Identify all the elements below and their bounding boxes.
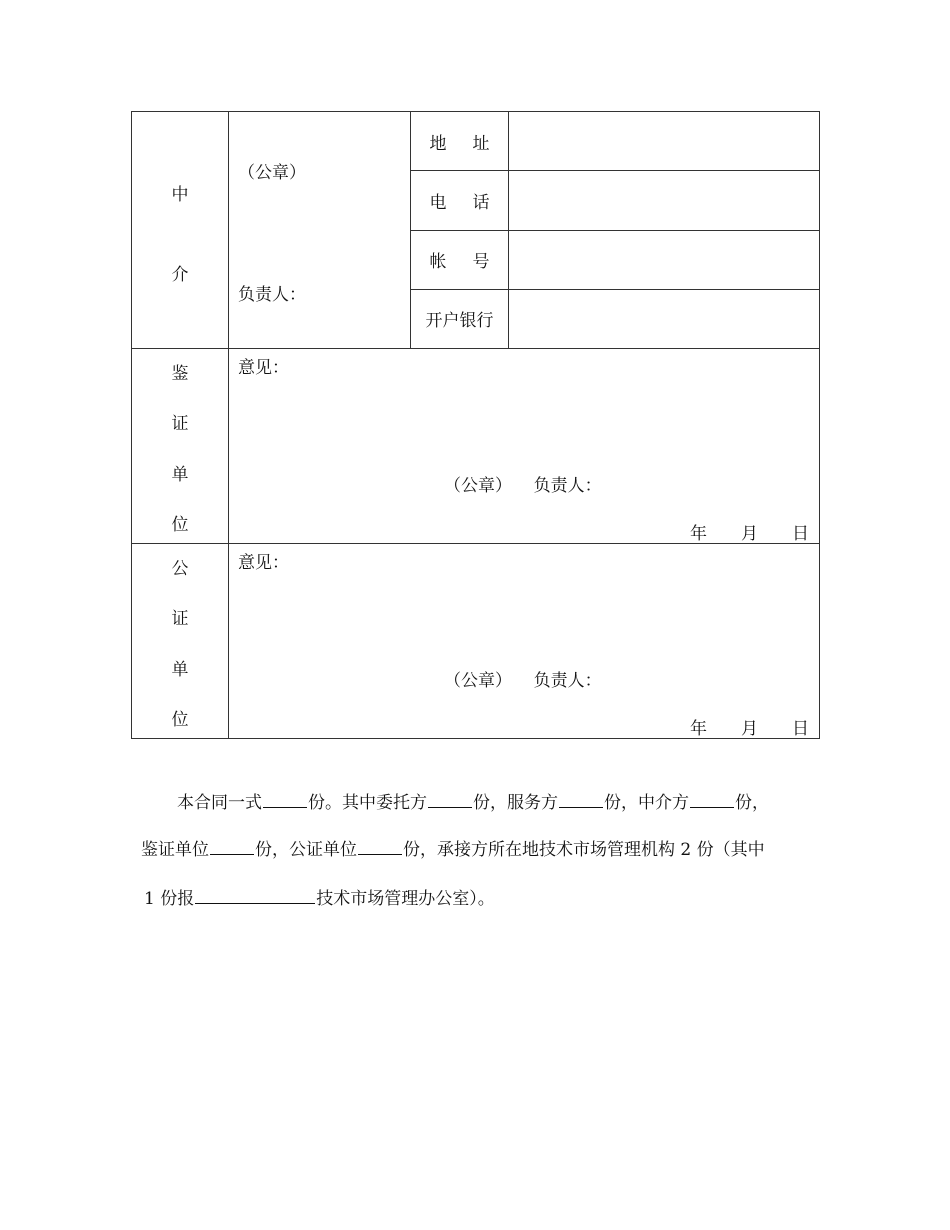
verify-seal-text: （公章） — [444, 476, 512, 496]
bank-label: 开户银行 — [411, 289, 509, 348]
agent-person-in-charge: 负责人： — [238, 285, 306, 305]
verify-opinion-label: 意见： — [238, 358, 289, 378]
address-value[interactable] — [509, 112, 820, 171]
phone-label: 电 话 — [411, 171, 509, 230]
notary-seal-text: （公章） — [444, 671, 512, 691]
blank-agent-copies[interactable] — [690, 791, 734, 808]
notary-opinion-label: 意见： — [238, 553, 289, 573]
agent-seal-text: （公章） — [238, 163, 306, 183]
verify-date: 年 月 日 — [690, 524, 809, 544]
agent-label-cell — [132, 112, 229, 349]
agent-label-char-2: 介 — [171, 264, 189, 285]
blank-report-office[interactable] — [195, 887, 315, 904]
blank-total-copies[interactable] — [263, 791, 307, 808]
verify-label-char-2: 证 — [171, 414, 189, 435]
bank-value[interactable] — [509, 289, 820, 348]
copies-paragraph-line-3: 1 份报 技术市场管理办公室）。 — [144, 889, 495, 909]
verify-person-text: 负责人： — [533, 476, 602, 496]
notary-date: 年 月 日 — [690, 719, 809, 739]
notary-label-char-3: 单 — [171, 659, 189, 680]
notary-label-cell — [132, 544, 229, 739]
account-label: 帐 号 — [411, 230, 509, 289]
agent-label-char-1: 中 — [171, 184, 189, 205]
verify-label-char-3: 单 — [171, 464, 189, 485]
verify-label-char-1: 鉴 — [171, 364, 189, 384]
contract-signature-table — [131, 111, 820, 739]
verify-label-cell — [132, 349, 229, 544]
blank-service-copies[interactable] — [559, 791, 603, 808]
blank-notary-copies[interactable] — [358, 838, 402, 855]
address-label: 地 址 — [411, 112, 509, 171]
verify-opinion-cell[interactable] — [229, 349, 820, 544]
agent-seal-cell — [229, 112, 411, 349]
copies-paragraph-line-2: 鉴证单位 份，公证单位 份，承接方所在地技术市场管理机构 2 份（其中 — [141, 840, 765, 860]
verify-label-char-4: 位 — [171, 514, 189, 535]
phone-value[interactable] — [509, 171, 820, 230]
blank-verify-copies[interactable] — [210, 838, 254, 855]
notary-opinion-cell[interactable] — [229, 544, 820, 739]
notary-seal-sign — [444, 666, 602, 691]
account-value[interactable] — [509, 230, 820, 289]
notary-label-char-2: 证 — [171, 609, 189, 630]
blank-client-copies[interactable] — [428, 791, 472, 808]
notary-person-text: 负责人： — [533, 671, 602, 691]
notary-label-char-4: 位 — [171, 709, 189, 730]
copies-paragraph-line-1: 本合同一式 份。其中委托方 份，服务方 份，中介方 份， — [177, 793, 769, 813]
verify-seal-sign — [444, 471, 602, 496]
notary-label-char-1: 公 — [171, 559, 189, 579]
